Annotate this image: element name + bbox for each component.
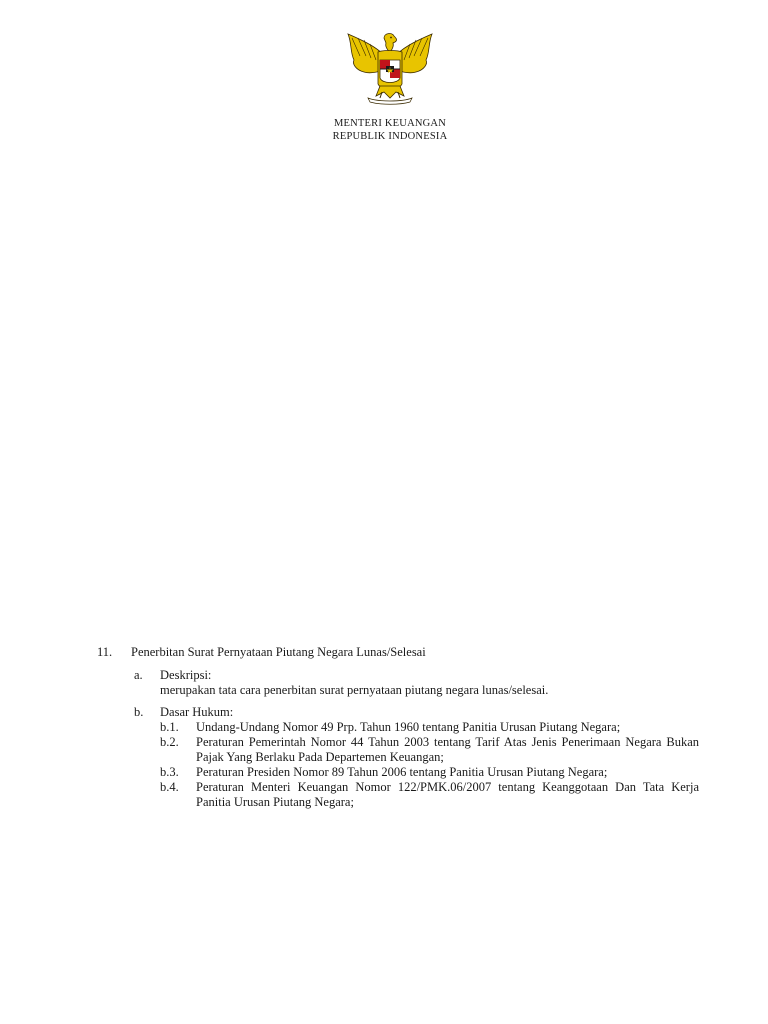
ministry-title: MENTERI KEUANGAN — [334, 118, 446, 129]
law-text: Peraturan Pemerintah Nomor 44 Tahun 2003 tentang Tarif Atas Jenis Penerimaan Negara Bukan Pajak Yang Berlaku Pada Departemen Keuangan; — [196, 735, 699, 764]
law-item — [160, 735, 699, 765]
section-number: 11. — [97, 645, 113, 659]
section-title: Penerbitan Surat Pernyataan Piutang Negara Lunas/Selesai — [131, 645, 426, 659]
law-number: b.1. — [160, 720, 179, 734]
country-title: REPUBLIK INDONESIA — [332, 131, 448, 142]
law-text: Undang-Undang Nomor 49 Prp. Tahun 1960 tentang Panitia Urusan Piutang Negara; — [196, 720, 621, 734]
letterhead — [300, 117, 480, 143]
item-description: merupakan tata cara penerbitan surat pernyataan piutang negara lunas/selesai. — [160, 683, 549, 697]
law-item — [160, 780, 699, 810]
law-text: Peraturan Menteri Keuangan Nomor 122/PMK.06/2007 tentang Keanggotaan Dan Tata Kerja Panitia Urusan Piutang Negara; — [196, 780, 699, 809]
item-label: Dasar Hukum: — [160, 705, 234, 719]
section-heading — [97, 645, 699, 660]
garuda-emblem-icon — [340, 30, 440, 106]
item-letter: b. — [134, 705, 144, 719]
item-a — [134, 668, 699, 698]
item-letter: a. — [134, 668, 143, 682]
law-number: b.4. — [160, 780, 179, 794]
law-number: b.3. — [160, 765, 179, 779]
law-number: b.2. — [160, 735, 179, 749]
section-11 — [97, 645, 699, 810]
item-label: Deskripsi: — [160, 668, 212, 682]
law-text: Peraturan Presiden Nomor 89 Tahun 2006 tentang Panitia Urusan Piutang Negara; — [196, 765, 608, 779]
law-item — [160, 720, 699, 735]
law-item — [160, 765, 699, 780]
item-b — [134, 705, 699, 810]
